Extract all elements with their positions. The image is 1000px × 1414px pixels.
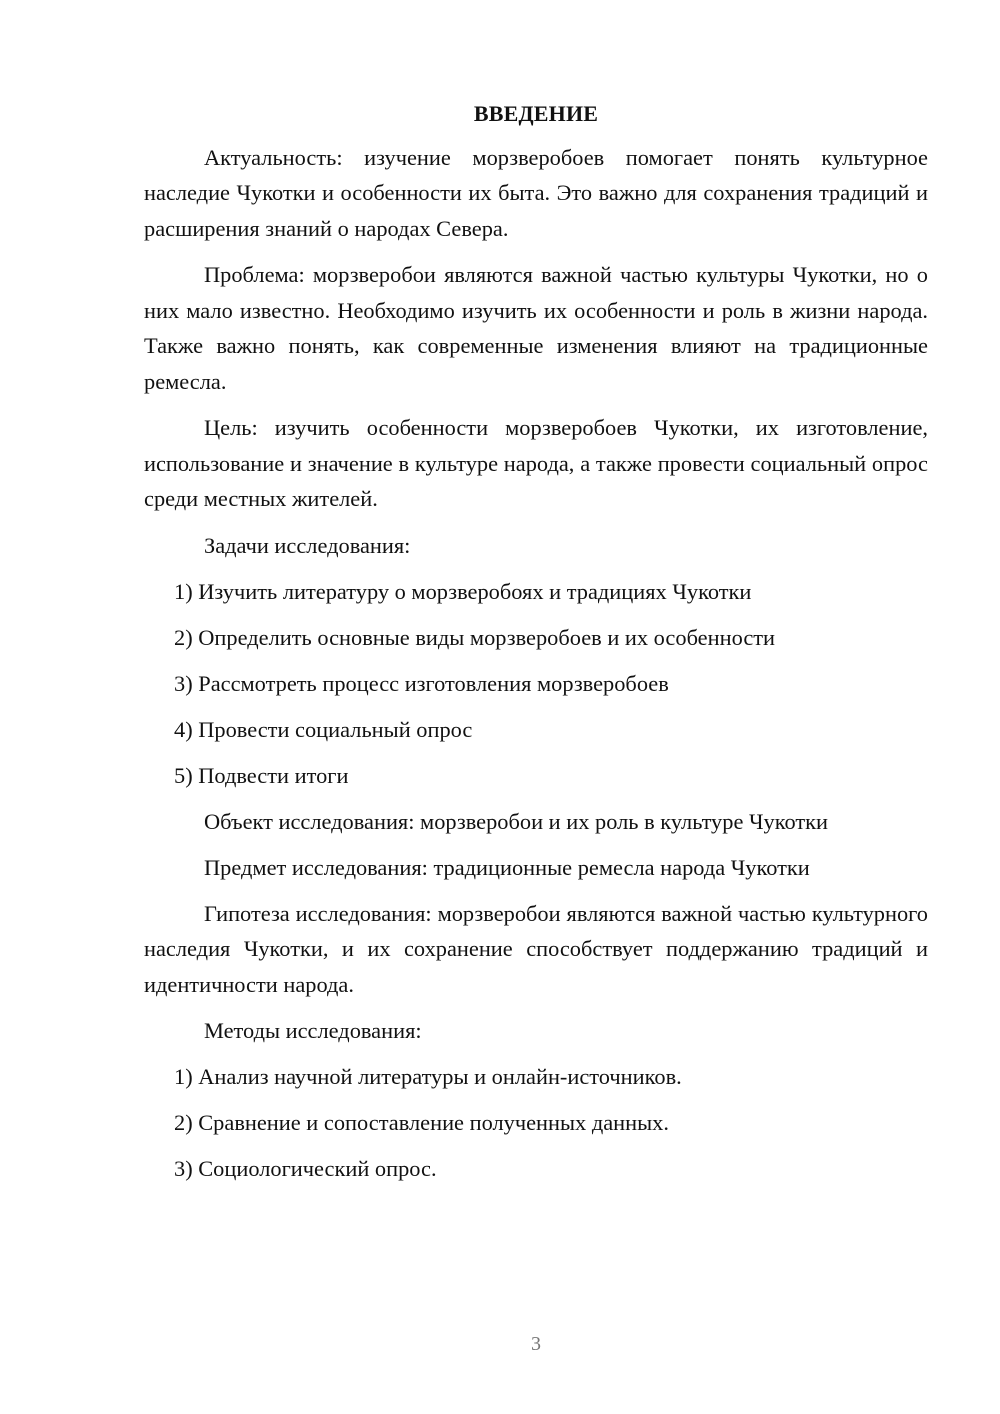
goal-paragraph: Цель: изучить особенности морзверобоев Чукотки, их изготовление, использование и значение в культуре народа, а также провести социальный опрос среди местных жителей. — [144, 415, 928, 511]
task-item: 1) Изучить литературу о морзверобоях и традициях Чукотки — [174, 578, 752, 604]
research-object: Объект исследования: морзверобои и их роль в культуре Чукотки — [204, 808, 829, 834]
methods-heading: Методы исследования: — [204, 1018, 422, 1043]
relevance-paragraph: Актуальность: изучение морзверобоев помогает понять культурное наследие Чукотки и особенности их быта. Это важно для сохранения традиций и расширения знаний о народах Севера. — [144, 144, 928, 241]
research-subject: Предмет исследования: традиционные ремесла народа Чукотки — [204, 854, 810, 880]
page-content — [144, 96, 928, 1197]
task-item: 5) Подвести итоги — [174, 762, 349, 788]
tasks-heading: Задачи исследования: — [204, 532, 411, 558]
problem-paragraph: Проблема: морзверобои являются важной частью культуры Чукотки, но о них мало известно. Необходимо изучить их особенности и роль в жизни народа. Также важно понять, как современные изменения влияют на традиционные ремесла. — [144, 262, 928, 394]
method-item: 2) Сравнение и сопоставление полученных данных. — [174, 1110, 669, 1135]
method-item: 3) Социологический опрос. — [174, 1156, 437, 1181]
section-title: ВВЕДЕНИЕ — [473, 101, 599, 126]
method-item: 1) Анализ научной литературы и онлайн-источников. — [174, 1064, 682, 1089]
page-number: 3 — [531, 1333, 541, 1355]
task-item: 2) Определить основные виды морзверобоев и их особенности — [174, 624, 776, 650]
hypothesis-paragraph: Гипотеза исследования: морзверобои являются важной частью культурного наследия Чукотки, и их сохранение способствует поддержанию традиций и идентичности народа. — [144, 900, 928, 997]
task-item: 4) Провести социальный опрос — [174, 716, 473, 742]
task-item: 3) Рассмотреть процесс изготовления морзверобоев — [174, 670, 669, 696]
